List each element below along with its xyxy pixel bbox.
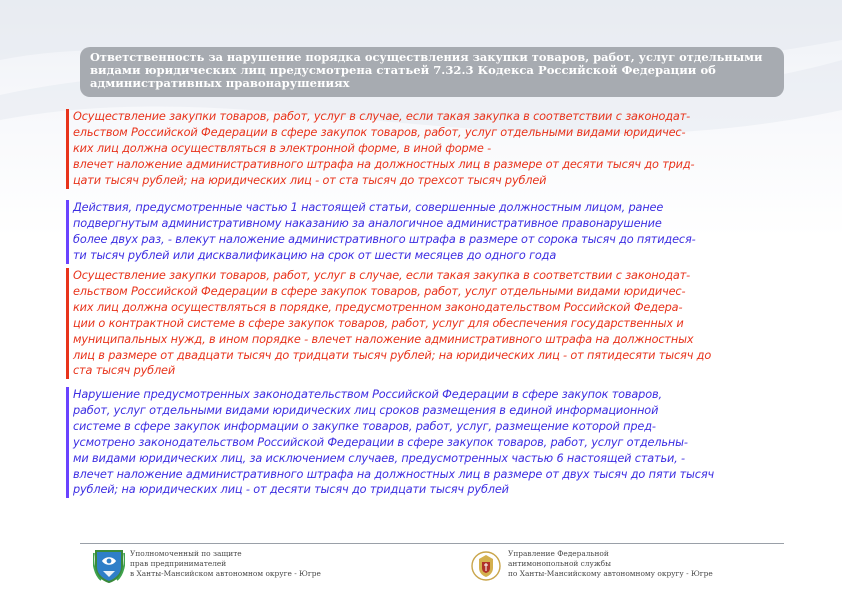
block-line: лиц в размере от двадцати тысяч до тридцати тысяч рублей; на юридических лиц - от пятидесяти тысяч до <box>73 348 712 362</box>
block-line: более двух раз, - влекут наложение административного штрафа в размере от сорока тысяч до пятидеся- <box>73 232 696 246</box>
footer-left-line: в Ханты-Мансийском автономном округе - Югре <box>130 569 321 578</box>
block-line: ких лиц должна осуществляться в порядке, предусмотренном законодательством Российской Федера- <box>73 300 683 314</box>
penalty-block-2 <box>66 200 766 264</box>
block-line: рублей; на юридических лиц - от десяти тысяч до тридцати тысяч рублей <box>73 483 509 497</box>
block-line: Действия, предусмотренные частью 1 настоящей статьи, совершенные должностным лицом, ранее <box>73 201 664 214</box>
block-line: ми видами юридических лиц, за исключением случаев, предусмотренных частью 6 настоящей статьи, - <box>73 451 685 465</box>
penalty-block-3 <box>66 268 766 379</box>
penalty-block-1 <box>66 109 766 189</box>
footer-divider <box>80 543 784 544</box>
penalty-block-4 <box>66 387 766 498</box>
block-accent-bar <box>66 109 69 189</box>
yugra-coat-of-arms-icon <box>93 547 125 583</box>
title-line: Ответственность за нарушение порядка осуществления закупки товаров, работ, услуг отдельными <box>90 50 763 64</box>
block-line: ста тысяч рублей <box>73 364 176 378</box>
block-line: Осуществление закупки товаров, работ, услуг в случае, если такая закупка в соответствии с законодат- <box>73 269 691 282</box>
block-line: влечет наложение административного штрафа на должностных лиц в размере от двух тысяч до пяти тысяч <box>73 467 715 481</box>
footer-right-line: антимонопольной службы <box>508 559 611 568</box>
fas-emblem-icon <box>469 550 503 582</box>
block-line: усмотрено законодательством Российской Федерации в сфере закупок товаров, работ, услуг отдельны- <box>73 435 688 449</box>
footer-left-line: прав предпринимателей <box>130 559 227 568</box>
title-line: видами юридических лиц предусмотрена статьей 7.32.3 Кодекса Российской Федерации об <box>90 63 716 77</box>
block-line: системе в сфере закупок информации о закупке товаров, работ, услуг, размещение которой пред- <box>73 419 656 433</box>
block-line: ельством Российской Федерации в сфере закупок товаров, работ, услуг отдельными видами юридичес- <box>73 284 686 298</box>
block-accent-bar <box>66 200 69 264</box>
block-line: ких лиц должна осуществляться в электронной форме, в иной форме - <box>73 141 492 155</box>
block-line: цати тысяч рублей; на юридических лиц - от ста тысяч до трехсот тысяч рублей <box>73 173 547 187</box>
block-line: влечет наложение административного штрафа на должностных лиц в размере от десяти тысяч до трид- <box>73 157 695 171</box>
block-line: ельством Российской Федерации в сфере закупок товаров, работ, услуг отдельными видами юридичес- <box>73 125 686 139</box>
block-accent-bar <box>66 387 69 498</box>
footer-right-line: по Ханты-Мансийскому автономному округу - Югре <box>508 569 713 578</box>
block-line: ти тысяч рублей или дисквалификацию на срок от шести месяцев до одного года <box>73 248 557 262</box>
block-line: муниципальных нужд, в ином порядке - влечет наложение административного штрафа на должностных <box>73 332 694 346</box>
block-line: работ, услуг отдельными видами юридических лиц сроков размещения в единой информационной <box>73 403 659 417</box>
block-line: Нарушение предусмотренных законодательством Российской Федерации в сфере закупок товаров, <box>73 388 662 401</box>
footer-left-line: Уполномоченный по защите <box>130 549 242 558</box>
footer-right-line: Управление Федеральной <box>508 549 609 558</box>
block-accent-bar <box>66 268 69 379</box>
title-banner <box>80 47 784 97</box>
block-line: ции о контрактной системе в сфере закупок товаров, работ, услуг для обеспечения государственных и <box>73 316 684 330</box>
title-line: административных правонарушениях <box>90 76 350 90</box>
footer-right-organization <box>508 549 713 579</box>
block-line: подвергнутым административному наказанию за аналогичное административное правонарушение <box>73 216 662 230</box>
block-line: Осуществление закупки товаров, работ, услуг в случае, если такая закупка в соответствии с законодат- <box>73 110 691 123</box>
footer-left-organization <box>130 549 321 579</box>
